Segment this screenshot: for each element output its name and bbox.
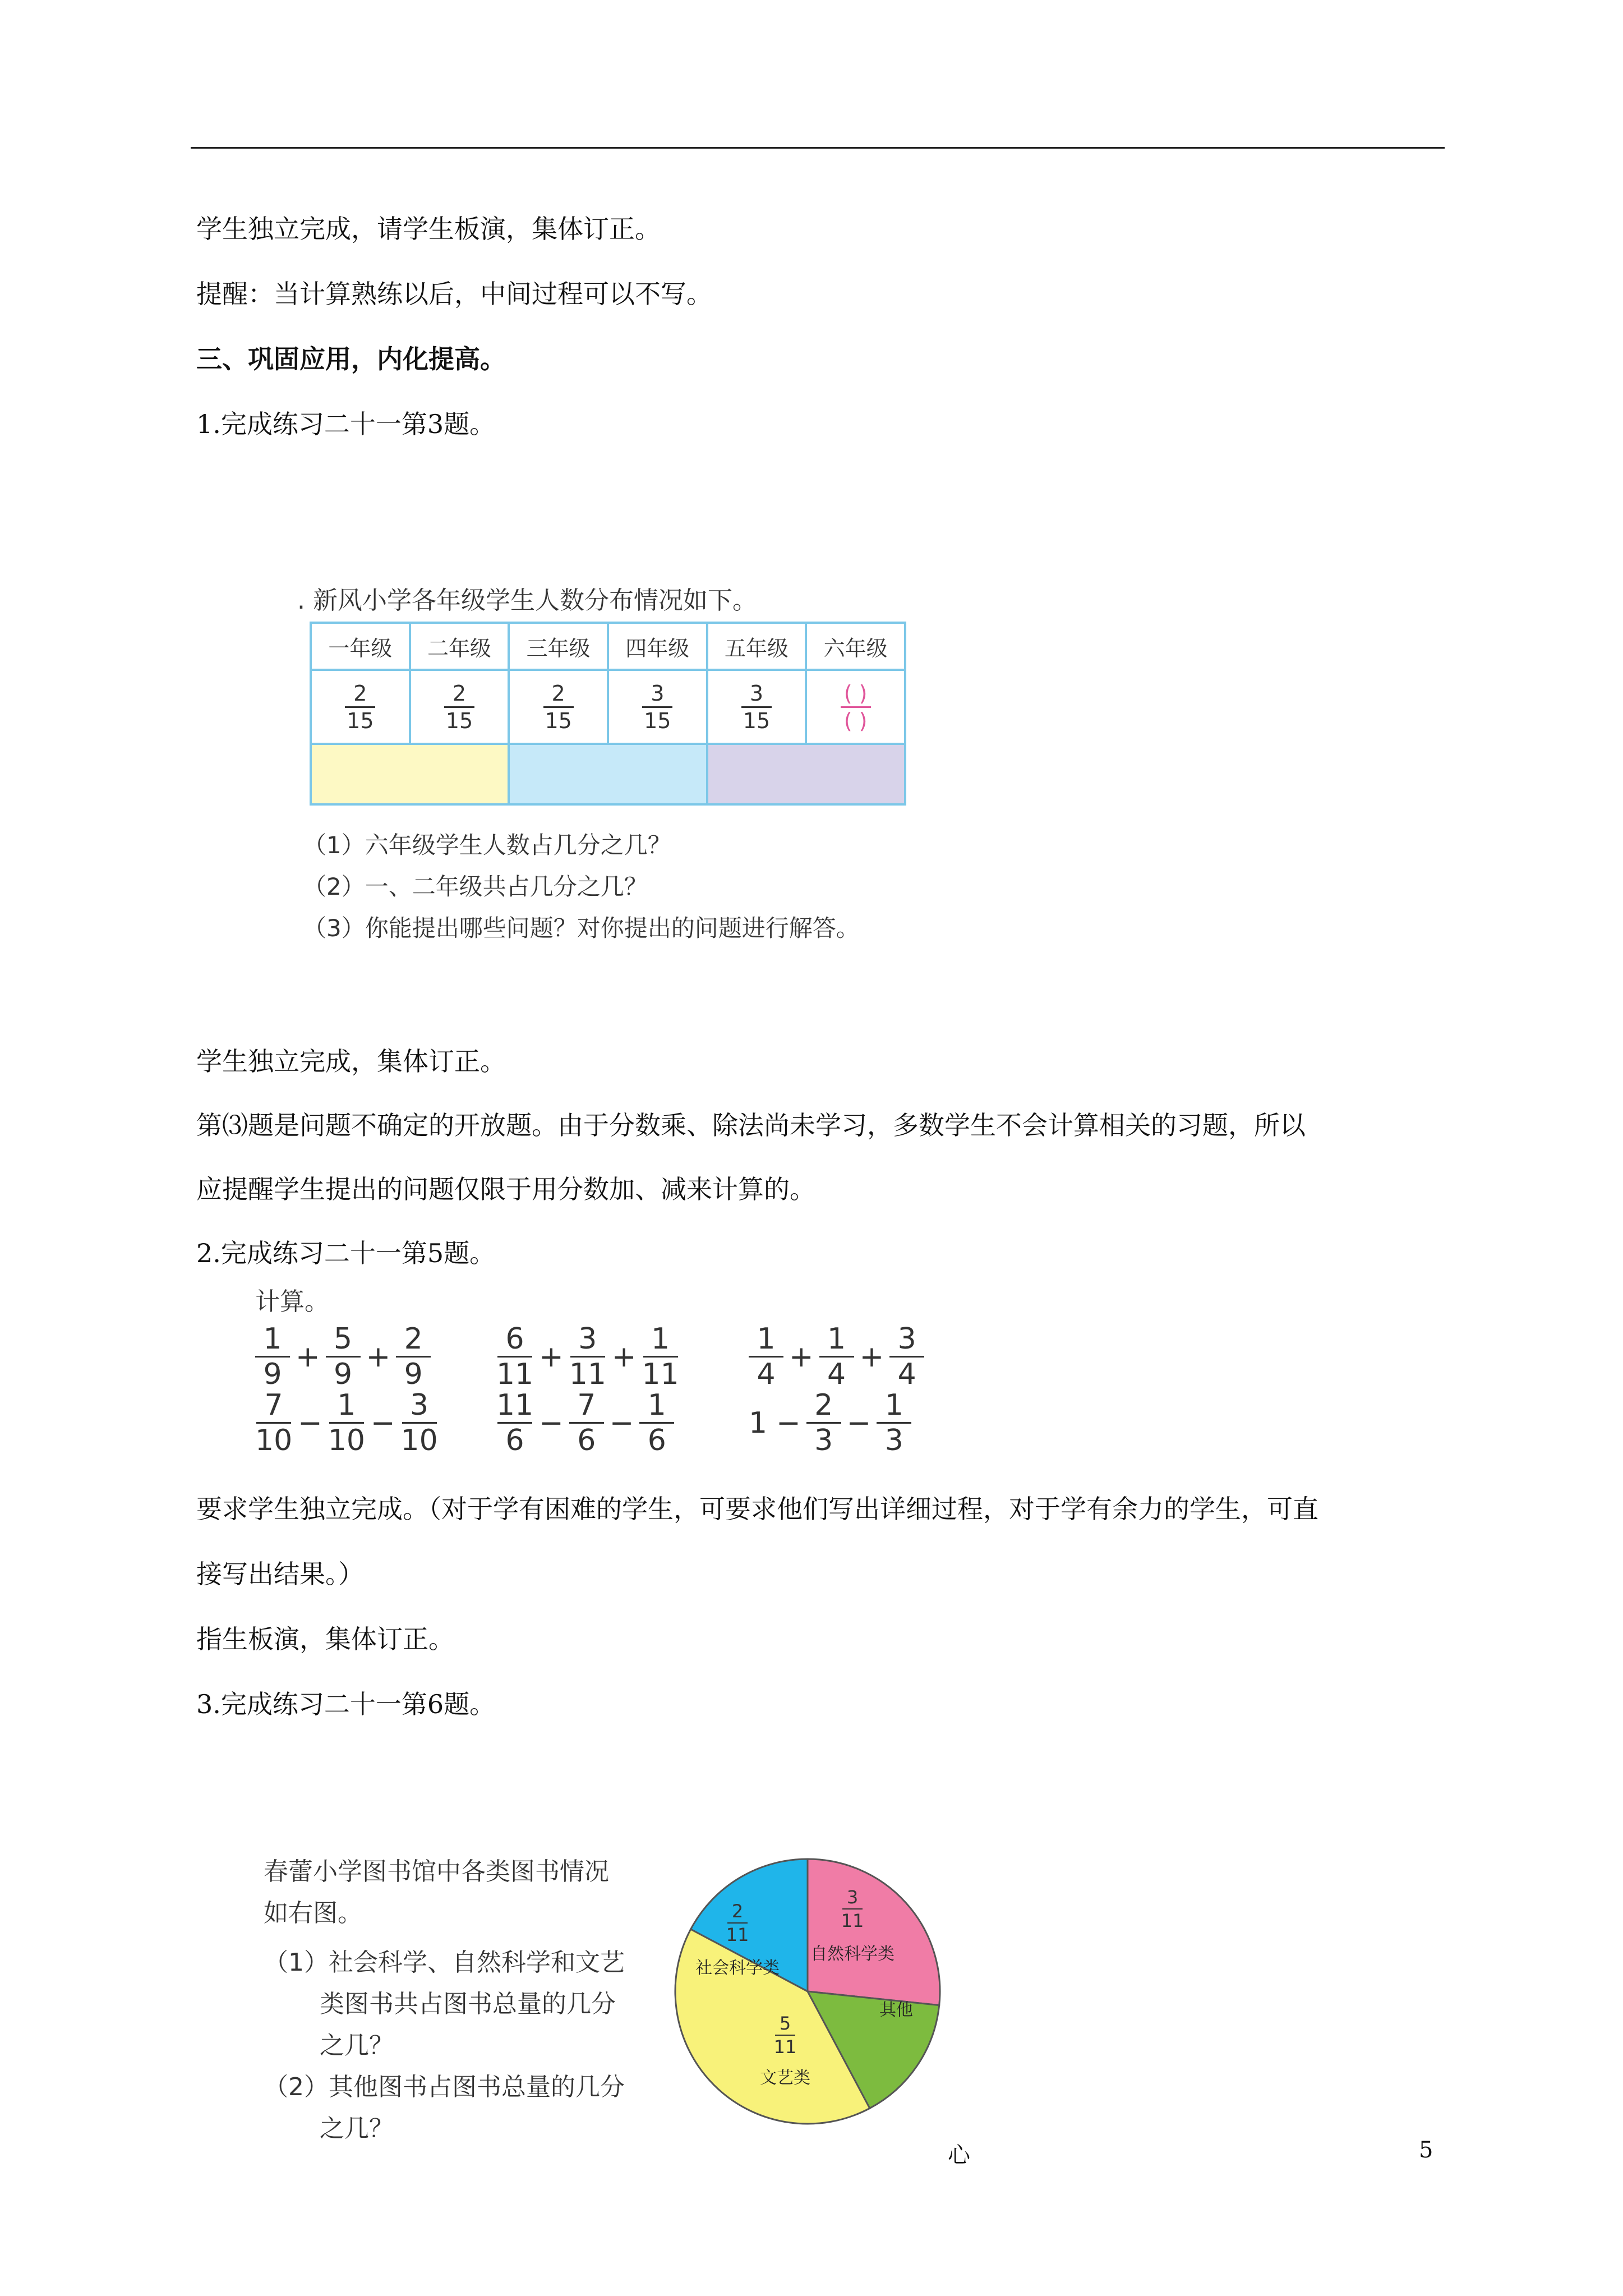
- numerator: 7: [577, 1388, 596, 1422]
- fraction: [345, 681, 375, 733]
- fraction: [496, 1389, 533, 1457]
- numerator: 3: [410, 1388, 429, 1422]
- denominator: 11: [496, 1358, 534, 1391]
- figure3-text: [264, 1851, 625, 2150]
- numerator: ( ): [843, 680, 868, 706]
- slice-label: 其他: [879, 2000, 913, 2020]
- denominator: 6: [577, 1424, 596, 1457]
- numerator: 1: [651, 1322, 670, 1356]
- fraction: [401, 1389, 438, 1457]
- numerator: 2: [814, 1388, 833, 1422]
- numerator: 3: [651, 680, 665, 706]
- exercise-heading: 1.完成练习二十一第3题。: [196, 409, 496, 439]
- fraction: [749, 1323, 783, 1391]
- denominator: 10: [255, 1424, 293, 1457]
- fraction-expression: [255, 1389, 438, 1457]
- denominator: 11: [642, 1358, 679, 1391]
- numerator: 1: [757, 1322, 776, 1356]
- fraction: [889, 1323, 924, 1391]
- denominator: ( ): [843, 708, 868, 733]
- figure1-question: （3）你能提出哪些问题？对你提出的问题进行解答。: [303, 914, 860, 942]
- numerator: 1: [337, 1388, 356, 1422]
- denominator: 6: [505, 1424, 524, 1457]
- operator: −: [370, 1406, 395, 1440]
- numerator: 1: [884, 1388, 903, 1422]
- figure1-title: . 新风小学各年级学生人数分布情况如下。: [297, 586, 757, 615]
- operator: +: [296, 1340, 320, 1374]
- fraction: [569, 1323, 606, 1391]
- denominator: 4: [897, 1358, 916, 1391]
- table-header-cell: 五年级: [707, 623, 806, 670]
- fraction: [255, 1389, 292, 1457]
- figure1-question: （2）一、二年级共占几分之几？: [303, 873, 648, 900]
- numerator: 1: [647, 1388, 666, 1422]
- fraction: [741, 681, 772, 733]
- fraction: [444, 681, 474, 733]
- table-header-cell: 二年级: [410, 623, 509, 670]
- fraction: [255, 1323, 290, 1391]
- fraction-bar: [444, 706, 474, 708]
- operator: −: [609, 1406, 634, 1440]
- color-bar-segment: [509, 744, 707, 804]
- fraction: [543, 681, 574, 733]
- fraction-bar: [841, 706, 871, 708]
- denominator: 3: [814, 1424, 833, 1457]
- numerator: 7: [264, 1388, 283, 1422]
- denominator: 10: [328, 1424, 365, 1457]
- blank-fraction: [841, 681, 871, 733]
- table-value-cell: [707, 670, 806, 744]
- numerator: 11: [496, 1388, 534, 1422]
- denominator: 6: [647, 1424, 666, 1457]
- fraction-expression: [749, 1389, 911, 1457]
- numerator: 6: [505, 1322, 524, 1356]
- paragraph: 学生独立完成，集体订正。: [196, 1046, 506, 1076]
- figure3-line: 之几？: [320, 2031, 394, 2060]
- slice-numerator: 3: [846, 1887, 859, 1908]
- fraction-bar: [741, 706, 772, 708]
- section-heading: 三、巩固应用，内化提高。: [196, 344, 506, 374]
- operator: +: [366, 1340, 391, 1374]
- figure3-line: （1）社会科学、自然科学和文艺: [264, 1948, 625, 1977]
- figure3-line: 如右图。: [264, 1899, 362, 1927]
- numerator: 1: [263, 1322, 282, 1356]
- figure3-line: 之几？: [320, 2114, 394, 2143]
- paragraph: 应提醒学生提出的问题仅限于用分数加、减来计算的。: [196, 1174, 815, 1204]
- numerator: 2: [353, 680, 367, 706]
- slice-numerator: 5: [779, 2013, 791, 2034]
- denominator: 9: [334, 1358, 353, 1391]
- operator: +: [539, 1340, 564, 1374]
- slice-label: 社会科学类: [695, 1958, 780, 1978]
- operator: −: [539, 1406, 564, 1440]
- table-value-cell: [509, 670, 608, 744]
- operator: −: [846, 1406, 872, 1440]
- fraction-expression: [749, 1323, 924, 1391]
- denominator: 15: [545, 708, 572, 733]
- fraction: [642, 1323, 679, 1391]
- slice-label: 自然科学类: [810, 1944, 895, 1964]
- figure2-title: 计算。: [255, 1287, 329, 1316]
- operator: +: [611, 1340, 637, 1374]
- fraction: [806, 1389, 841, 1457]
- fraction: [496, 1323, 533, 1391]
- slice-numerator: 2: [731, 1901, 744, 1922]
- page-number: 5: [1419, 2137, 1433, 2163]
- denominator: 15: [743, 708, 771, 733]
- table-header-cell: 一年级: [311, 623, 410, 670]
- numerator: 5: [334, 1322, 353, 1356]
- operator: −: [776, 1406, 801, 1440]
- slice-denominator: 11: [773, 2036, 797, 2058]
- numerator: 3: [749, 680, 764, 706]
- exercise-heading: 3.完成练习二十一第6题。: [196, 1689, 496, 1719]
- fraction: [639, 1389, 674, 1457]
- table-header-cell: 三年级: [509, 623, 608, 670]
- denominator: 11: [569, 1358, 606, 1391]
- pie-slice: [808, 1859, 940, 2005]
- numerator: 3: [897, 1322, 916, 1356]
- fraction: [819, 1323, 854, 1391]
- fraction: [326, 1323, 361, 1391]
- whole-number: 1: [749, 1406, 768, 1440]
- color-bar-segment: [707, 744, 905, 804]
- denominator: 4: [827, 1358, 846, 1391]
- fraction-bar: [642, 706, 672, 708]
- denominator: 4: [757, 1358, 776, 1391]
- fraction-expression: [255, 1323, 431, 1391]
- fraction-bar: [345, 706, 375, 708]
- denominator: 15: [347, 708, 374, 733]
- numerator: 2: [404, 1322, 423, 1356]
- denominator: 10: [400, 1424, 438, 1457]
- paragraph: 要求学生独立完成。（对于学有困难的学生，可要求他们写出详细过程，对于学有余力的学生，可直: [196, 1494, 1318, 1524]
- fraction: [877, 1389, 911, 1457]
- numerator: 1: [827, 1322, 846, 1356]
- paragraph: 第⑶题是问题不确定的开放题。由于分数乘、除法尚未学习，多数学生不会计算相关的习题，所以: [196, 1110, 1306, 1140]
- paragraph: 指生板演，集体订正。: [196, 1624, 454, 1654]
- numerator: 3: [578, 1322, 597, 1356]
- figure3-line: （2）其他图书占图书总量的几分: [264, 2073, 625, 2101]
- table-header-cell: 四年级: [608, 623, 707, 670]
- slice-denominator: 11: [841, 1910, 864, 1931]
- numerator: 2: [452, 680, 467, 706]
- slice-denominator: 11: [726, 1924, 749, 1945]
- table-value-cell: [311, 670, 410, 744]
- fraction: [396, 1323, 431, 1391]
- fraction: [328, 1389, 365, 1457]
- fraction-expression: [496, 1323, 679, 1391]
- fraction: [642, 681, 672, 733]
- color-bar-segment: [311, 744, 509, 804]
- fraction-expression: [496, 1389, 674, 1457]
- figure1-question: （1）六年级学生人数占几分之几？: [303, 831, 671, 859]
- paragraph: 提醒：当计算熟练以后，中间过程可以不写。: [196, 279, 712, 309]
- fraction: [569, 1389, 604, 1457]
- paragraph: 接写出结果。）: [196, 1559, 364, 1589]
- exercise-heading: 2.完成练习二十一第5题。: [196, 1238, 496, 1268]
- figure3-line: 类图书共占图书总量的几分: [320, 1990, 616, 2018]
- figure3-line: 春蕾小学图书馆中各类图书情况: [264, 1857, 609, 1886]
- operator: +: [859, 1340, 884, 1374]
- grade-distribution-table: [310, 622, 906, 806]
- table-value-cell: [608, 670, 707, 744]
- book-category-pie-chart: [667, 1851, 948, 2132]
- slice-label: 文艺类: [760, 2068, 810, 2088]
- denominator: 15: [445, 708, 473, 733]
- fraction-bar: [543, 706, 574, 708]
- table-header-cell: 六年级: [806, 623, 905, 670]
- operator: −: [298, 1406, 322, 1440]
- denominator: 9: [263, 1358, 282, 1391]
- table-value-cell: [806, 670, 905, 744]
- footer-glyph: 心: [948, 2142, 970, 2168]
- operator: +: [789, 1340, 814, 1374]
- paragraph: 学生独立完成，请学生板演，集体订正。: [196, 214, 661, 244]
- denominator: 15: [644, 708, 671, 733]
- denominator: 9: [404, 1358, 423, 1391]
- numerator: 2: [551, 680, 565, 706]
- header-rule: [191, 147, 1445, 149]
- table-value-cell: [410, 670, 509, 744]
- denominator: 3: [884, 1424, 903, 1457]
